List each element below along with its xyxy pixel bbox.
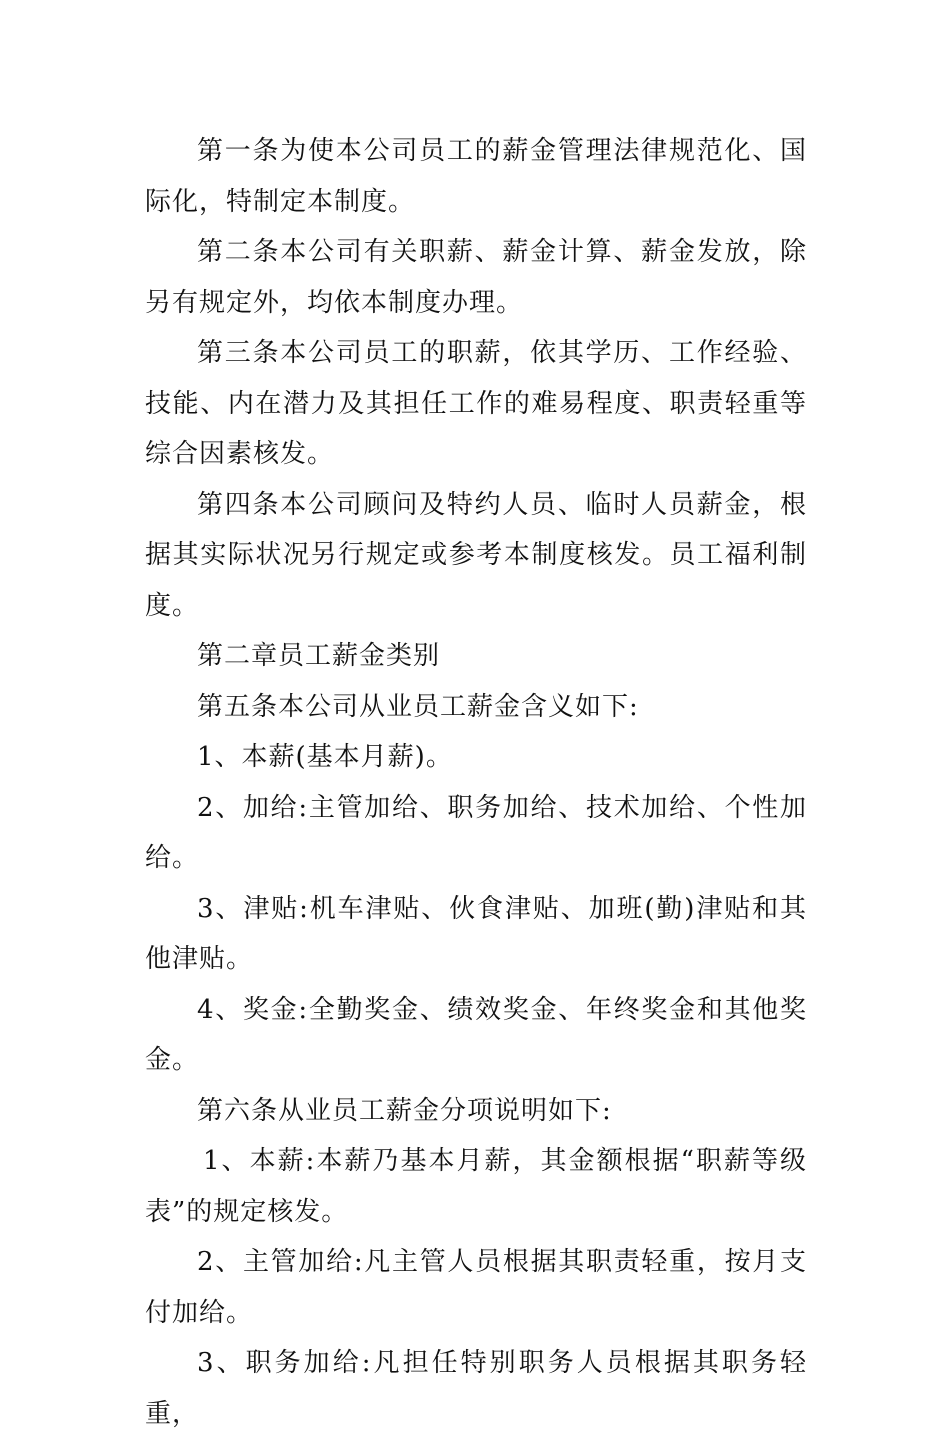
list-item-base-salary-detail: 1、本薪:本薪乃基本月薪，其金额根据“职薪等级表”的规定核发。	[145, 1146, 807, 1227]
paragraph-article-6: 第六条从业员工薪金分项说明如下:	[197, 1095, 612, 1126]
paragraph-article-5: 第五条本公司从业员工薪金含义如下:	[197, 691, 639, 722]
paragraph-article-2: 第二条本公司有关职薪、薪金计算、薪金发放，除另有规定外，均依本制度办理。	[145, 237, 807, 318]
paragraph-article-1: 第一条为使本公司员工的薪金管理法律规范化、国际化，特制定本制度。	[145, 136, 807, 217]
paragraph-article-4: 第四条本公司顾问及特约人员、临时人员薪金，根据其实际状况另行规定或参考本制度核发。员工福利制度。	[145, 489, 807, 621]
list-item-manager-allowance: 2、主管加给:凡主管人员根据其职责轻重，按月支付加给。	[145, 1247, 807, 1328]
list-item-base-salary: 1、本薪(基本月薪)。	[197, 742, 453, 772]
paragraph-article-3: 第三条本公司员工的职薪，依其学历、工作经验、技能、内在潜力及其担任工作的难易程度、职责轻重等综合因素核发。	[145, 338, 807, 469]
list-item-subsidy: 3、津贴:机车津贴、伙食津贴、加班(勤)津贴和其他津贴。	[145, 893, 807, 974]
document-body	[145, 126, 807, 1439]
list-item-position-allowance: 3、职务加给:凡担任特别职务人员根据其职务轻重，	[145, 1348, 807, 1429]
list-item-allowance: 2、加给:主管加给、职务加给、技术加给、个性加给。	[145, 792, 807, 873]
list-item-bonus: 4、奖金:全勤奖金、绩效奖金、年终奖金和其他奖金。	[145, 994, 807, 1075]
chapter-heading: 第二章员工薪金类别	[197, 641, 441, 671]
